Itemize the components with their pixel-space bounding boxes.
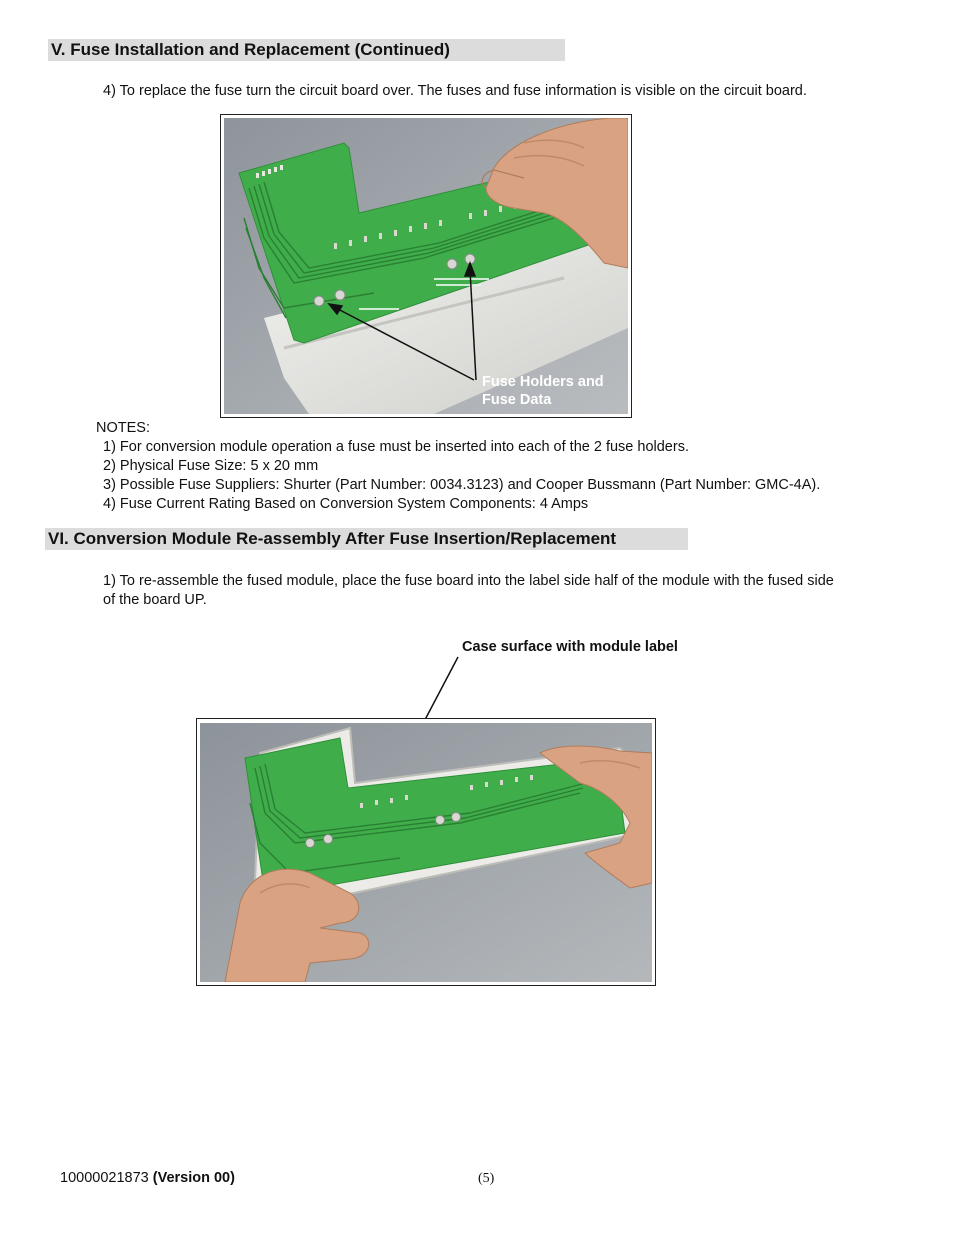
callout-line-1: Fuse Holders and bbox=[482, 374, 604, 390]
step-4-instruction: 4) To replace the fuse turn the circuit board over. The fuses and fuse information is visible on the circuit board. bbox=[103, 83, 807, 99]
step-1-line-1: 1) To re-assemble the fused module, place the fuse board into the label side half of the module with the fused side bbox=[103, 573, 834, 589]
footer-doc-id bbox=[60, 1170, 235, 1186]
note-item: 2) Physical Fuse Size: 5 x 20 mm bbox=[103, 458, 319, 474]
notes-title: NOTES: bbox=[96, 420, 150, 436]
photo-image bbox=[224, 118, 628, 414]
section-heading-fuse-installation: V. Fuse Installation and Replacement (Continued) bbox=[48, 39, 565, 61]
doc-version: (Version 00) bbox=[152, 1170, 235, 1186]
note-item: 1) For conversion module operation a fuse must be inserted into each of the 2 fuse holders. bbox=[103, 439, 689, 455]
note-item: 3) Possible Fuse Suppliers: Shurter (Part Number: 0034.3123) and Cooper Bussmann (Part Number: GMC-4A). bbox=[103, 477, 821, 493]
photo-circuit-board-underside bbox=[220, 114, 632, 418]
step-1-line-2: of the board UP. bbox=[103, 592, 207, 608]
callout-fuse-holders bbox=[482, 373, 604, 409]
case-assembly-illustration bbox=[200, 723, 652, 982]
notes-list bbox=[103, 438, 923, 514]
note-item: 4) Fuse Current Rating Based on Conversion System Components: 4 Amps bbox=[103, 496, 589, 512]
page-number: (5) bbox=[478, 1171, 495, 1186]
section-heading-reassembly: VI. Conversion Module Re-assembly After Fuse Insertion/Replacement bbox=[45, 528, 688, 550]
label-case-surface: Case surface with module label bbox=[462, 639, 678, 655]
step-1-instruction bbox=[103, 572, 923, 610]
photo-board-in-case bbox=[196, 718, 656, 986]
circuit-board-illustration bbox=[224, 118, 628, 414]
doc-number: 10000021873 bbox=[60, 1170, 149, 1186]
photo-image bbox=[200, 723, 652, 982]
callout-line-2: Fuse Data bbox=[482, 392, 552, 408]
